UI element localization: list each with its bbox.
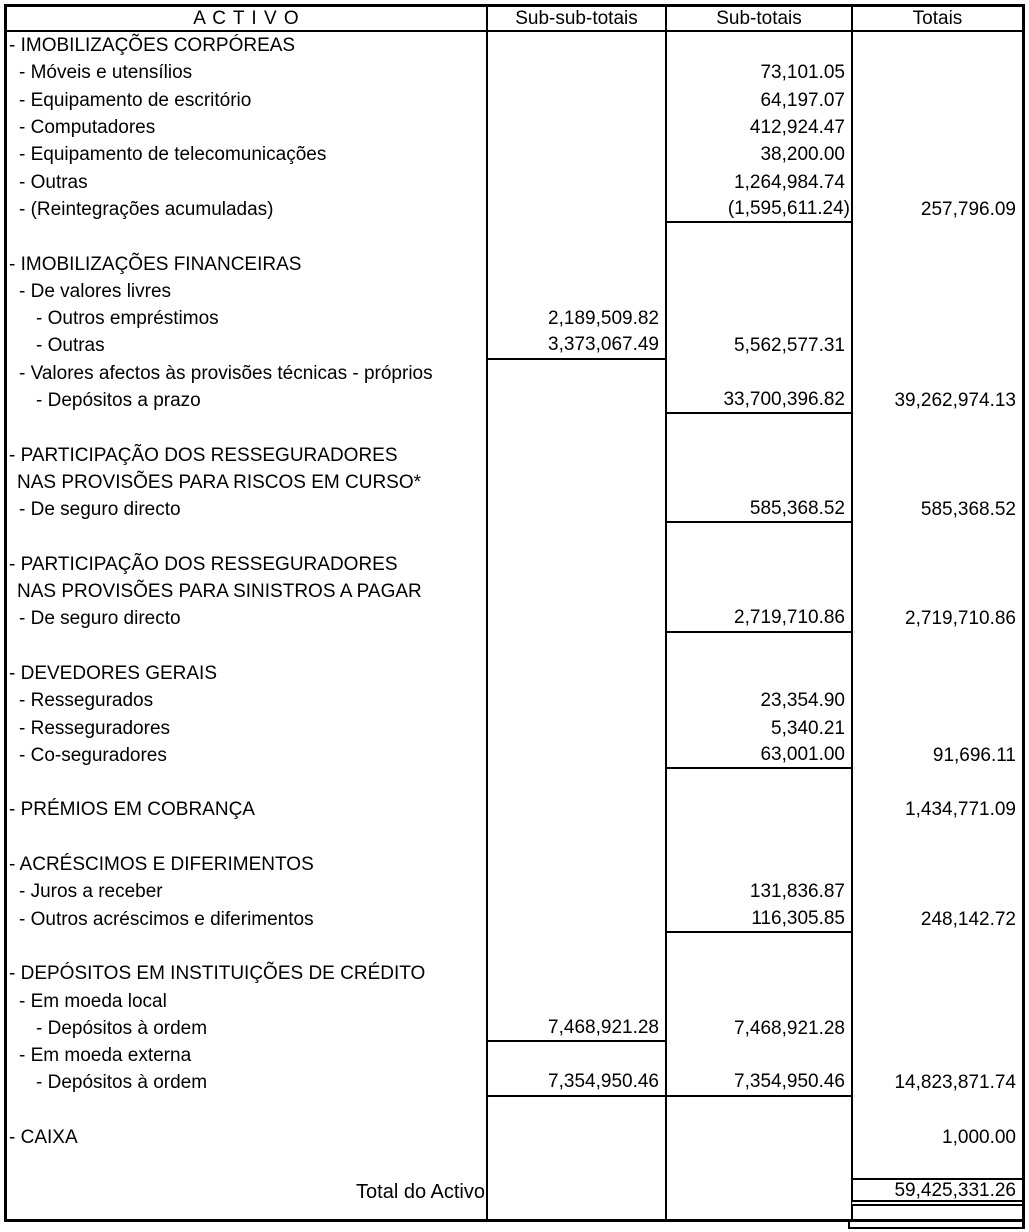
table-row: [7, 496, 1022, 523]
row-label: Total do Activo: [356, 1181, 485, 1204]
sub-total-value: [665, 305, 851, 332]
sub-total-value: 1,264,984.74: [665, 168, 851, 195]
total-value: [851, 1097, 1022, 1124]
table-row: [7, 305, 1022, 332]
row-label: - Juros a receber: [19, 881, 163, 903]
row-label: - Outras: [36, 335, 105, 357]
total-value: [851, 523, 1022, 550]
table-row: [7, 960, 1022, 987]
row-label: - Computadores: [19, 117, 156, 139]
row-label: - (Reintegrações acumuladas): [19, 198, 274, 220]
sub-sub-total-value: [486, 987, 665, 1014]
total-value: [851, 1042, 1022, 1069]
sub-sub-total-value: [486, 87, 665, 114]
table-row: [7, 32, 1022, 59]
total-value: [851, 687, 1022, 714]
sub-total-value: [665, 851, 851, 878]
table-header-row: [7, 7, 1022, 32]
row-label: - De seguro directo: [19, 608, 181, 630]
table-row: [7, 1015, 1022, 1042]
total-value: [851, 824, 1022, 851]
row-label: - Equipamento de telecomunicações: [19, 144, 327, 166]
sub-sub-total-value: [486, 441, 665, 468]
sub-total-value: 412,924.47: [665, 114, 851, 141]
spacer-row: [7, 1151, 1022, 1178]
row-label: - ACRÉSCIMOS E DIFERIMENTOS: [9, 854, 314, 876]
table-row: [7, 687, 1022, 714]
table-row: [7, 742, 1022, 769]
sub-total-value: 7,354,950.46: [665, 1069, 851, 1096]
sub-total-value: 33,700,396.82: [665, 387, 851, 414]
row-label: - Móveis e utensílios: [19, 62, 193, 84]
total-value: [851, 87, 1022, 114]
sub-total-value: [665, 278, 851, 305]
total-value: [851, 578, 1022, 605]
total-value: [851, 851, 1022, 878]
spacer-row: [7, 769, 1022, 796]
total-value: [851, 714, 1022, 741]
sub-sub-total-value: 3,373,067.49: [486, 332, 665, 359]
row-label: - Equipamento de escritório: [19, 89, 252, 111]
sub-total-value: [665, 441, 851, 468]
sub-sub-total-value: 7,354,950.46: [486, 1069, 665, 1096]
total-value: [851, 223, 1022, 250]
table-row: [7, 605, 1022, 632]
sub-total-value: [665, 1178, 851, 1205]
sub-total-value: [665, 987, 851, 1014]
table-row: [7, 878, 1022, 905]
total-value: 585,368.52: [851, 496, 1022, 523]
row-label: - Co-seguradores: [19, 744, 167, 766]
sub-total-value: [665, 551, 851, 578]
sub-total-value: [665, 633, 851, 660]
sub-total-value: 585,368.52: [665, 496, 851, 523]
sub-total-value: 38,200.00: [665, 141, 851, 168]
sub-sub-total-value: [486, 1042, 665, 1069]
spacer-row: [7, 1097, 1022, 1124]
row-label: [7, 933, 486, 960]
sub-sub-total-value: [486, 796, 665, 823]
total-value: 59,425,331.26: [851, 1178, 1022, 1205]
header-sub-sub-totais: Sub-sub-totais: [486, 7, 665, 30]
sub-sub-total-value: [486, 414, 665, 441]
total-value: [851, 332, 1022, 359]
row-label: [7, 1206, 486, 1222]
table-row: [7, 196, 1022, 223]
total-value: [851, 360, 1022, 387]
row-label: - Resseguradores: [19, 717, 171, 739]
spacer-row: [7, 633, 1022, 660]
sub-total-value: [665, 469, 851, 496]
row-label: - Ressegurados: [19, 690, 154, 712]
sub-sub-total-value: [486, 496, 665, 523]
table-row: [7, 578, 1022, 605]
row-label: - PARTICIPAÇÃO DOS RESSEGURADORES: [9, 553, 398, 575]
table-row: [7, 114, 1022, 141]
sub-sub-total-value: [486, 769, 665, 796]
sub-total-value: [665, 824, 851, 851]
sub-sub-total-value: [486, 387, 665, 414]
row-label: - Depósitos à ordem: [36, 1017, 208, 1039]
row-label: [7, 223, 486, 250]
total-value: 1,434,771.09: [851, 796, 1022, 823]
row-label: - DEVEDORES GERAIS: [9, 662, 217, 684]
total-value: [851, 987, 1022, 1014]
sub-sub-total-value: [486, 824, 665, 851]
sub-sub-total-value: [486, 933, 665, 960]
total-value: [851, 1151, 1022, 1178]
total-value: [851, 1015, 1022, 1042]
table-row: [7, 168, 1022, 195]
total-value: 1,000.00: [851, 1124, 1022, 1151]
sub-total-value: (1,595,611.24): [665, 196, 851, 223]
sub-total-value: [665, 960, 851, 987]
row-label: [7, 769, 486, 796]
sub-sub-total-value: [486, 878, 665, 905]
sub-sub-total-value: [486, 633, 665, 660]
table-row: [7, 714, 1022, 741]
sub-total-value: 7,468,921.28: [665, 1015, 851, 1042]
total-value: [851, 933, 1022, 960]
sub-total-value: [665, 1042, 851, 1069]
table-row: [7, 59, 1022, 86]
sub-sub-total-value: [486, 687, 665, 714]
sub-total-value: [665, 360, 851, 387]
sub-sub-total-value: [486, 660, 665, 687]
table-row: [7, 851, 1022, 878]
row-label: - Em moeda local: [19, 990, 167, 1012]
sub-total-value: [665, 1151, 851, 1178]
sub-sub-total-value: [486, 141, 665, 168]
total-value: [851, 414, 1022, 441]
row-label: [7, 523, 486, 550]
sub-total-value: [665, 1124, 851, 1151]
row-label: - PRÉMIOS EM COBRANÇA: [9, 799, 255, 821]
total-value: [851, 469, 1022, 496]
sub-sub-total-value: [486, 223, 665, 250]
total-value: [851, 769, 1022, 796]
row-label: NAS PROVISÕES PARA RISCOS EM CURSO*: [17, 471, 422, 493]
row-label: [7, 1151, 486, 1178]
row-label: - IMOBILIZAÇÕES CORPÓREAS: [9, 35, 296, 57]
total-value: [851, 441, 1022, 468]
row-label: - Outros acréscimos e diferimentos: [19, 908, 314, 930]
sub-sub-total-value: [486, 168, 665, 195]
row-label: NAS PROVISÕES PARA SINISTROS A PAGAR: [17, 581, 422, 603]
sub-sub-total-value: [486, 1124, 665, 1151]
table-row: [7, 1178, 1022, 1205]
row-label: [7, 414, 486, 441]
sub-total-value: 116,305.85: [665, 906, 851, 933]
sub-sub-total-value: [486, 742, 665, 769]
total-value: [851, 278, 1022, 305]
sub-sub-total-value: [486, 605, 665, 632]
sub-total-value: [665, 1206, 851, 1222]
sub-total-value: 73,101.05: [665, 59, 851, 86]
sub-total-value: [665, 250, 851, 277]
total-value: 248,142.72: [851, 906, 1022, 933]
spacer-row: [7, 1206, 1022, 1222]
total-value: [851, 633, 1022, 660]
sub-total-value: 63,001.00: [665, 742, 851, 769]
table-row: [7, 906, 1022, 933]
row-label: - Valores afectos às provisões técnicas - próprios: [19, 362, 433, 384]
total-value: [851, 141, 1022, 168]
table-row: [7, 796, 1022, 823]
sub-total-value: [665, 414, 851, 441]
table-row: [7, 987, 1022, 1014]
sub-total-value: [665, 769, 851, 796]
table-row: [7, 660, 1022, 687]
sub-sub-total-value: 2,189,509.82: [486, 305, 665, 332]
row-label: - Em moeda externa: [19, 1045, 192, 1067]
table-row: [7, 278, 1022, 305]
sub-total-value: [665, 223, 851, 250]
table-row: [7, 387, 1022, 414]
row-label: [7, 1097, 486, 1124]
table-row: [7, 1124, 1022, 1151]
sub-sub-total-value: [486, 360, 665, 387]
total-value: [851, 660, 1022, 687]
sub-sub-total-value: [486, 851, 665, 878]
sub-total-value: [665, 660, 851, 687]
sub-total-value: [665, 32, 851, 59]
row-label: - De valores livres: [19, 280, 172, 302]
row-label: - CAIXA: [9, 1127, 78, 1149]
total-value: [851, 551, 1022, 578]
sub-sub-total-value: [486, 906, 665, 933]
spacer-row: [7, 223, 1022, 250]
total-value: 91,696.11: [851, 742, 1022, 769]
sub-sub-total-value: [486, 714, 665, 741]
sub-total-value: 131,836.87: [665, 878, 851, 905]
total-value: [851, 1206, 1022, 1222]
sub-total-value: [665, 796, 851, 823]
total-value: [851, 878, 1022, 905]
table-row: [7, 141, 1022, 168]
header-sub-totais: Sub-totais: [665, 7, 851, 30]
sub-sub-total-value: [486, 32, 665, 59]
sub-sub-total-value: [486, 278, 665, 305]
sub-total-value: 5,340.21: [665, 714, 851, 741]
spacer-row: [7, 824, 1022, 851]
header-totais: Totais: [851, 7, 1022, 30]
total-value: [851, 960, 1022, 987]
total-value: 2,719,710.86: [851, 605, 1022, 632]
sub-sub-total-value: [486, 59, 665, 86]
sub-sub-total-value: [486, 469, 665, 496]
row-label: [7, 633, 486, 660]
row-label: - Outras: [19, 171, 88, 193]
sub-sub-total-value: [486, 1206, 665, 1222]
total-value: 39,262,974.13: [851, 387, 1022, 414]
activo-table: [4, 4, 1025, 1222]
sub-sub-total-value: [486, 960, 665, 987]
sub-sub-total-value: [486, 578, 665, 605]
sub-sub-total-value: [486, 1178, 665, 1205]
table-row: [7, 1042, 1022, 1069]
table-row: [7, 1069, 1022, 1096]
row-label: - DEPÓSITOS EM INSTITUIÇÕES DE CRÉDITO: [9, 963, 426, 985]
table-body: [7, 32, 1022, 1222]
sub-total-value: [665, 578, 851, 605]
table-row: [7, 87, 1022, 114]
sub-total-value: [665, 1097, 851, 1124]
row-label: - Depósitos a prazo: [36, 390, 201, 411]
sub-sub-total-value: [486, 1151, 665, 1178]
total-value: 14,823,871.74: [851, 1069, 1022, 1096]
sub-total-value: 5,562,577.31: [665, 332, 851, 359]
sub-total-value: 23,354.90: [665, 687, 851, 714]
sub-sub-total-value: [486, 250, 665, 277]
spacer-row: [7, 523, 1022, 550]
total-value: [851, 168, 1022, 195]
table-row: [7, 441, 1022, 468]
row-label: - PARTICIPAÇÃO DOS RESSEGURADORES: [9, 444, 398, 466]
row-label: - De seguro directo: [19, 499, 181, 521]
table-row: [7, 332, 1022, 359]
sub-sub-total-value: [486, 196, 665, 223]
total-value: [851, 59, 1022, 86]
total-value: [851, 114, 1022, 141]
spacer-row: [7, 414, 1022, 441]
row-label: [7, 824, 486, 851]
sub-sub-total-value: 7,468,921.28: [486, 1015, 665, 1042]
total-value: [851, 250, 1022, 277]
sub-total-value: [665, 933, 851, 960]
total-value: [851, 32, 1022, 59]
total-value: [851, 305, 1022, 332]
table-row: [7, 250, 1022, 277]
sub-sub-total-value: [486, 523, 665, 550]
table-row: [7, 360, 1022, 387]
spacer-row: [7, 933, 1022, 960]
sub-sub-total-value: [486, 1097, 665, 1124]
row-label: - Outros empréstimos: [36, 308, 219, 330]
totais-column-footer-box: [848, 1222, 1025, 1229]
sub-sub-total-value: [486, 551, 665, 578]
sub-total-value: 64,197.07: [665, 87, 851, 114]
table-row: [7, 469, 1022, 496]
sub-sub-total-value: [486, 114, 665, 141]
row-label: - IMOBILIZAÇÕES FINANCEIRAS: [9, 253, 302, 275]
row-label: - Depósitos à ordem: [36, 1072, 208, 1094]
sub-total-value: [665, 523, 851, 550]
header-activo: A C T I V O: [193, 8, 300, 29]
table-row: [7, 551, 1022, 578]
sub-total-value: 2,719,710.86: [665, 605, 851, 632]
total-value: 257,796.09: [851, 196, 1022, 223]
